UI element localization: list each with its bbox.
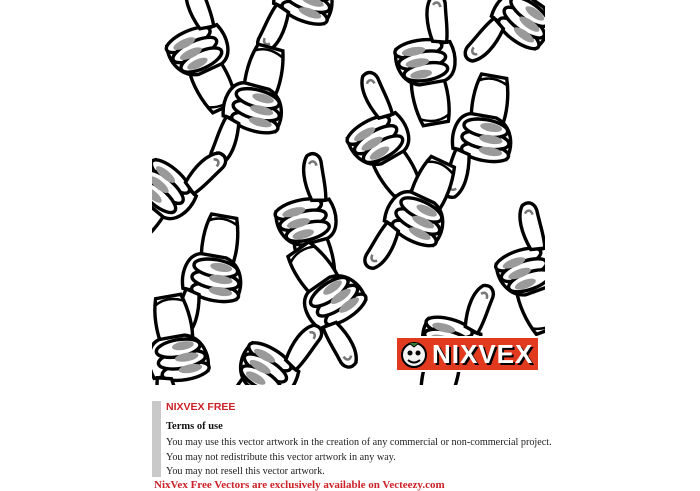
thumbs-up-glove-icon xyxy=(479,201,545,340)
pattern-svg xyxy=(152,0,545,385)
thumbs-down-glove-icon xyxy=(462,0,545,88)
terms-heading: Terms of use xyxy=(166,421,223,432)
info-accent-bar xyxy=(152,401,161,477)
thumbs-down-glove-icon xyxy=(442,71,522,206)
logo-text: NIXVEX xyxy=(432,338,534,369)
footer-availability-note: NixVex Free Vectors are exclusively available on Vecteezy.com xyxy=(154,479,445,491)
thumbs-pattern-artwork xyxy=(152,0,545,385)
terms-line-commercial-use: You may use this vector artwork in the creation of any commercial or non-commercial project. xyxy=(166,437,552,448)
nixvex-logo xyxy=(395,336,540,372)
thumbs-down-glove-icon xyxy=(152,292,218,385)
brand-title: NIXVEX FREE xyxy=(166,401,236,413)
thumbs-up-glove-icon xyxy=(386,0,466,128)
terms-line-no-resell: You may not resell this vector artwork. xyxy=(166,466,325,477)
terms-line-no-redistribute: You may not redistribute this vector artwork in any way. xyxy=(166,452,396,463)
strawberry-face-icon xyxy=(399,338,429,370)
